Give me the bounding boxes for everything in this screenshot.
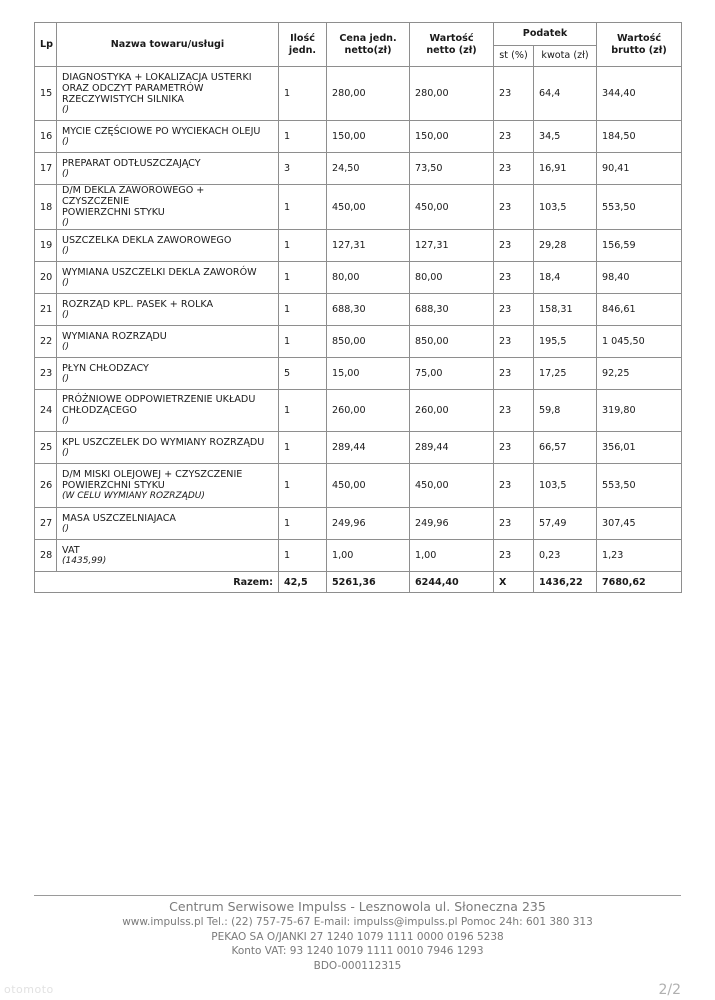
row-unit-price: 450,00 — [327, 464, 410, 508]
row-name-note: () — [62, 523, 70, 534]
footer-contact: www.impulss.pl Tel.: (22) 757-75-67 E-mail: impulss@impulss.pl Pomoc 24h: 601 380 313 — [122, 916, 593, 928]
row-name-note: (W CELU WYMIANY ROZRZĄDU) — [62, 491, 205, 501]
totals-rate: X — [494, 572, 534, 593]
header-lp: Lp — [35, 23, 57, 67]
row-name-note: () — [62, 277, 70, 288]
row-unit-price: 15,00 — [327, 358, 410, 390]
row-tax-amount: 64,4 — [534, 67, 597, 121]
row-unit-price: 688,30 — [327, 294, 410, 326]
row-name-line: ROZRZĄD KPL. PASEK + ROLKA — [62, 298, 214, 310]
row-tax-amount: 0,23 — [534, 540, 597, 572]
header-unit-price: Cena jedn. netto(zł) — [327, 23, 410, 67]
row-name-line: RZECZYWISTYCH SILNIKA — [62, 93, 184, 105]
row-name-line: D/M DEKLA ZAWOROWEGO + CZYSZCZENIE — [62, 185, 205, 207]
header-tax: Podatek — [494, 23, 597, 46]
row-unit-price: 249,96 — [327, 508, 410, 540]
table-row — [35, 230, 682, 262]
row-name-note: () — [62, 447, 70, 458]
row-net-value: 73,50 — [410, 153, 494, 185]
row-gross-value: 553,50 — [597, 464, 682, 508]
row-name-line: PREPARAT ODTŁUSZCZAJĄCY — [62, 157, 201, 169]
row-lp: 18 — [35, 185, 57, 230]
footer-vat-account: Konto VAT: 93 1240 1079 1111 0010 7946 1293 — [231, 945, 484, 957]
row-tax-amount: 18,4 — [534, 262, 597, 294]
row-name-note: (1435,99) — [62, 555, 107, 566]
row-unit-price: 127,31 — [327, 230, 410, 262]
row-name-line: POWIERZCHNI STYKU — [62, 207, 165, 218]
row-lp: 20 — [35, 262, 57, 294]
row-net-value: 450,00 — [410, 185, 494, 230]
row-tax-amount: 57,49 — [534, 508, 597, 540]
watermark: otomoto — [4, 983, 54, 996]
row-name-note: () — [62, 341, 70, 352]
row-net-value: 260,00 — [410, 390, 494, 432]
row-lp: 25 — [35, 432, 57, 464]
row-name — [57, 358, 279, 390]
row-tax-rate: 23 — [494, 294, 534, 326]
row-name — [57, 153, 279, 185]
row-gross-value: 344,40 — [597, 67, 682, 121]
row-name-note: () — [62, 218, 70, 228]
row-unit-price: 24,50 — [327, 153, 410, 185]
row-name-line: WYMIANA ROZRZĄDU — [62, 330, 167, 342]
row-lp: 22 — [35, 326, 57, 358]
row-name-line: MYCIE CZĘŚCIOWE PO WYCIEKACH OLEJU — [62, 125, 261, 137]
row-name-note: () — [62, 416, 70, 426]
footer-bank: PEKAO SA O/JANKI 27 1240 1079 1111 0000 0196 5238 — [211, 930, 504, 943]
row-name-line: KPL USZCZELEK DO WYMIANY ROZRZĄDU — [62, 436, 265, 448]
row-name-note: () — [62, 309, 70, 320]
header-qty: Ilość jedn. — [279, 23, 327, 67]
row-tax-rate: 23 — [494, 432, 534, 464]
row-gross-value: 846,61 — [597, 294, 682, 326]
row-net-value: 150,00 — [410, 121, 494, 153]
row-gross-value: 356,01 — [597, 432, 682, 464]
row-tax-rate: 23 — [494, 153, 534, 185]
row-net-value: 1,00 — [410, 540, 494, 572]
table-row — [35, 153, 682, 185]
row-net-value: 80,00 — [410, 262, 494, 294]
row-name-line: CHŁODZĄCEGO — [62, 405, 137, 416]
table-row — [35, 464, 682, 508]
row-unit-price: 850,00 — [327, 326, 410, 358]
row-tax-rate: 23 — [494, 326, 534, 358]
row-unit-price: 289,44 — [327, 432, 410, 464]
row-gross-value: 90,41 — [597, 153, 682, 185]
row-name-note: () — [62, 104, 70, 115]
footer-bdo: BDO-000112315 — [313, 959, 402, 972]
row-gross-value: 553,50 — [597, 185, 682, 230]
row-lp: 28 — [35, 540, 57, 572]
row-qty: 1 — [279, 185, 327, 230]
row-name — [57, 464, 279, 508]
row-qty: 1 — [279, 67, 327, 121]
row-tax-amount: 195,5 — [534, 326, 597, 358]
footer-divider — [34, 895, 681, 896]
row-lp: 16 — [35, 121, 57, 153]
row-qty: 3 — [279, 153, 327, 185]
row-name-line: PRÓŻNIOWE ODPOWIETRZENIE UKŁADU — [62, 394, 256, 405]
row-name-line: WYMIANA USZCZELKI DEKLA ZAWORÓW — [62, 266, 257, 278]
row-tax-amount: 66,57 — [534, 432, 597, 464]
row-net-value: 289,44 — [410, 432, 494, 464]
row-gross-value: 98,40 — [597, 262, 682, 294]
row-qty: 1 — [279, 326, 327, 358]
row-unit-price: 280,00 — [327, 67, 410, 121]
row-tax-rate: 23 — [494, 230, 534, 262]
row-tax-amount: 103,5 — [534, 464, 597, 508]
row-qty: 5 — [279, 358, 327, 390]
invoice-items-table — [34, 22, 682, 593]
table-row — [35, 358, 682, 390]
header-tax-rate: st (%) — [494, 46, 534, 67]
row-name-note: () — [62, 136, 70, 147]
page-number: 2/2 — [658, 982, 681, 998]
table-row — [35, 262, 682, 294]
row-name — [57, 432, 279, 464]
row-qty: 1 — [279, 390, 327, 432]
table-row — [35, 294, 682, 326]
row-unit-price: 450,00 — [327, 185, 410, 230]
row-lp: 26 — [35, 464, 57, 508]
row-net-value: 75,00 — [410, 358, 494, 390]
row-tax-amount: 103,5 — [534, 185, 597, 230]
row-tax-rate: 23 — [494, 67, 534, 121]
row-lp: 23 — [35, 358, 57, 390]
row-name — [57, 294, 279, 326]
totals-tax: 1436,22 — [534, 572, 597, 593]
totals-gross: 7680,62 — [597, 572, 682, 593]
row-name — [57, 121, 279, 153]
row-name — [57, 262, 279, 294]
row-name — [57, 540, 279, 572]
row-qty: 1 — [279, 540, 327, 572]
table-row — [35, 432, 682, 464]
row-tax-amount: 29,28 — [534, 230, 597, 262]
row-name — [57, 67, 279, 121]
row-tax-rate: 23 — [494, 464, 534, 508]
totals-row — [35, 572, 682, 593]
row-gross-value: 184,50 — [597, 121, 682, 153]
row-qty: 1 — [279, 508, 327, 540]
row-tax-rate: 23 — [494, 185, 534, 230]
row-unit-price: 150,00 — [327, 121, 410, 153]
row-lp: 21 — [35, 294, 57, 326]
row-tax-amount: 16,91 — [534, 153, 597, 185]
table-row — [35, 67, 682, 121]
row-name-line: USZCZELKA DEKLA ZAWOROWEGO — [62, 234, 232, 246]
table-body — [35, 67, 682, 572]
row-name — [57, 185, 279, 230]
row-tax-rate: 23 — [494, 262, 534, 294]
row-name-line: MASA USZCZELNIAJACA — [62, 512, 176, 524]
row-tax-rate: 23 — [494, 508, 534, 540]
table-row — [35, 185, 682, 230]
row-name-note: () — [62, 373, 70, 384]
row-gross-value: 1,23 — [597, 540, 682, 572]
row-tax-amount: 59,8 — [534, 390, 597, 432]
row-lp: 17 — [35, 153, 57, 185]
footer-company: Centrum Serwisowe Impulss - Lesznowola ul. Słoneczna 235 — [169, 899, 546, 914]
totals-unit-price: 5261,36 — [327, 572, 410, 593]
row-tax-rate: 23 — [494, 390, 534, 432]
row-name-line: PŁYN CHŁODZACY — [62, 362, 149, 374]
table-row — [35, 508, 682, 540]
row-qty: 1 — [279, 121, 327, 153]
row-net-value: 127,31 — [410, 230, 494, 262]
row-name — [57, 390, 279, 432]
row-tax-amount: 17,25 — [534, 358, 597, 390]
row-name-line: DIAGNOSTYKA + LOKALIZACJA USTERKI — [62, 71, 252, 83]
header-tax-amount: kwota (zł) — [534, 46, 597, 67]
row-name-line: VAT — [62, 544, 80, 556]
row-unit-price: 260,00 — [327, 390, 410, 432]
row-name — [57, 326, 279, 358]
row-qty: 1 — [279, 230, 327, 262]
row-net-value: 280,00 — [410, 67, 494, 121]
row-gross-value: 1 045,50 — [597, 326, 682, 358]
row-unit-price: 1,00 — [327, 540, 410, 572]
row-qty: 1 — [279, 464, 327, 508]
row-name — [57, 230, 279, 262]
row-qty: 1 — [279, 262, 327, 294]
row-net-value: 249,96 — [410, 508, 494, 540]
row-name-line: POWIERZCHNI STYKU — [62, 480, 165, 491]
row-lp: 15 — [35, 67, 57, 121]
row-name — [57, 508, 279, 540]
table-row — [35, 390, 682, 432]
row-name-line: ORAZ ODCZYT PARAMETRÓW — [62, 82, 204, 94]
row-tax-rate: 23 — [494, 540, 534, 572]
row-name-note: () — [62, 168, 70, 179]
totals-qty: 42,5 — [279, 572, 327, 593]
row-qty: 1 — [279, 294, 327, 326]
row-net-value: 450,00 — [410, 464, 494, 508]
row-tax-amount: 158,31 — [534, 294, 597, 326]
totals-net: 6244,40 — [410, 572, 494, 593]
row-lp: 19 — [35, 230, 57, 262]
row-tax-amount: 34,5 — [534, 121, 597, 153]
row-gross-value: 319,80 — [597, 390, 682, 432]
row-qty: 1 — [279, 432, 327, 464]
header-gross-value: Wartość brutto (zł) — [597, 23, 682, 67]
row-name-note: () — [62, 245, 70, 256]
row-net-value: 850,00 — [410, 326, 494, 358]
company-footer — [34, 898, 681, 973]
table-row — [35, 121, 682, 153]
header-name: Nazwa towaru/usługi — [57, 23, 279, 67]
row-name-line: D/M MISKI OLEJOWEJ + CZYSZCZENIE — [62, 469, 243, 480]
totals-label: Razem: — [35, 572, 279, 593]
row-unit-price: 80,00 — [327, 262, 410, 294]
row-lp: 27 — [35, 508, 57, 540]
row-gross-value: 156,59 — [597, 230, 682, 262]
row-net-value: 688,30 — [410, 294, 494, 326]
row-tax-rate: 23 — [494, 121, 534, 153]
table-row — [35, 326, 682, 358]
header-net-value: Wartość netto (zł) — [410, 23, 494, 67]
row-gross-value: 307,45 — [597, 508, 682, 540]
row-gross-value: 92,25 — [597, 358, 682, 390]
row-tax-rate: 23 — [494, 358, 534, 390]
row-lp: 24 — [35, 390, 57, 432]
table-row — [35, 540, 682, 572]
